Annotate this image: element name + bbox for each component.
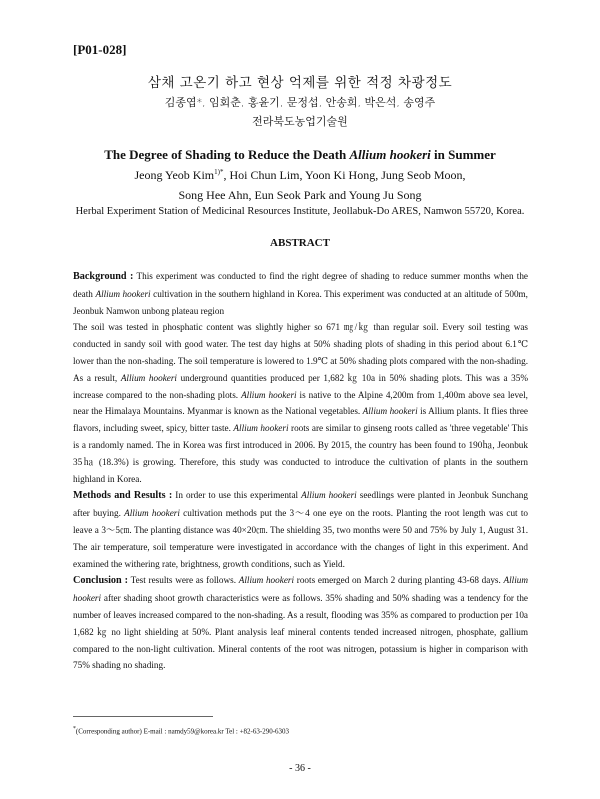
species-name: Allium hookeri — [362, 406, 418, 417]
english-title — [0, 147, 600, 163]
methods-text: seedlings were planted in Jeonbuk Sunchang after buying. — [73, 490, 528, 519]
conclusion-text: Test results were as follows. — [128, 575, 239, 586]
first-author: Jeong Yeob Kim — [134, 168, 215, 182]
species-name: Allium hookeri — [73, 575, 529, 604]
methods-label: Methods and Results : — [73, 490, 173, 502]
background-paragraph-2 — [73, 319, 528, 487]
english-title-prefix: The Degree of Shading to Reduce the Death — [104, 147, 350, 162]
korean-title: 삼채 고온기 하고 현상 억제를 위한 적정 차광정도 — [147, 75, 453, 91]
footnote-divider — [73, 716, 213, 717]
background-text: is native to the Alpine 4,200m from 1,400m above sea level, near the Himalaya Mountains. Myanmar is known as the National vegetables. — [73, 389, 528, 417]
species-name: Allium hookeri — [233, 423, 289, 434]
background-text: The soil was tested in phosphatic content was slightly higher so 671 ㎎/㎏ than regular soil. Every soil testing was conducted in sandy soil with good water. The test day highs at 50% shading plots of shading in this period about 6.1℃ lower than the non-shading. The soil temperature is lowered to 1.9℃ at 50% shading plots compared with the non-shading. As a result, — [73, 322, 528, 383]
english-institution: Herbal Experiment Station of Medicinal Resources Institute, Jeollabuk-Do ARES, Namwon 55720, Korea. — [75, 206, 525, 217]
background-text: This experiment was conducted to find the right degree of shading to reduce summer months when the death — [73, 271, 528, 299]
paper-code: [P01-028] — [73, 42, 127, 57]
first-author-marker: 1)* — [214, 168, 224, 176]
species-name: Allium hookeri — [301, 490, 357, 501]
authors-line1-rest: , Hoi Chun Lim, Yoon Ki Hong, Jung Seob Moon, — [223, 168, 466, 182]
species-name: Allium hookeri — [124, 508, 180, 519]
english-authors-line1 — [0, 168, 600, 183]
methods-text: cultivation methods put the 3～4 one eye on the roots. Planting the root length was cut to leave a 3～5㎝. The planting distance was 40×20㎝. The shielding 35, two months were 50 and 75% by July 1, August 31. The air temperature, soil temperature were investigated in accordance with the changes of light in this experiment. And examined the withering rate, brightness, growth conditions, such as Yield. — [73, 508, 528, 569]
background-label: Background : — [73, 271, 134, 282]
english-title-suffix: in Summer — [430, 147, 496, 162]
footnote-marker: * — [73, 726, 76, 732]
methods-paragraph — [73, 487, 528, 572]
english-authors-line2: Song Hee Ahn, Eun Seok Park and Young Ju Song — [178, 188, 422, 202]
footnote-text: (Corresponding author) E-mail : namdy59@korea.kr Tel : +82-63-290-6303 — [75, 727, 290, 736]
methods-text: In order to use this experimental — [172, 490, 302, 501]
abstract-heading: ABSTRACT — [270, 237, 330, 249]
background-text: cultivation in the southern highland in Korea. This experiment was conducted at an altitude of 500m, Jeonbuk Namwon unbong plateau region — [73, 288, 528, 316]
species-name: Allium hookeri — [238, 575, 295, 586]
conclusion-label: Conclusion : — [73, 575, 129, 587]
species-name: Allium hookeri — [120, 372, 177, 383]
korean-institution: 전라북도농업기술원 — [252, 115, 348, 128]
background-text: roots are similar to ginseng roots called as 'three vegetable' This is a randomly named. The in Korea was first introduced in 2006. By 2015, the country has been found to 190㏊, Jeonbuk 35㏊ (18.3%) is growing. Therefore, this study was conducted to introduce the cultivation of plants in the southern highland in Korea. — [73, 423, 528, 484]
background-text: underground quantities produced per 1,682 ㎏ 10a in 50% shading plots. This was a 35% increase compared to the non-shading plots. — [73, 372, 528, 400]
english-title-species: Allium hookeri — [349, 147, 431, 162]
abstract-body — [73, 268, 528, 674]
species-name: Allium hookeri — [241, 389, 297, 400]
korean-authors: 김종엽*, 임회춘, 홍윤기, 문정섭, 안송희, 박은석, 송영주 — [164, 96, 436, 109]
background-text: is Allium plants. It flies three flavors, including sweet, spicy, bitter taste. — [73, 406, 528, 434]
conclusion-text: after shading shoot growth characteristics were as follows. 35% shading and 50% shading was a tendency for the number of leaves increased compared to the non-shading. As a result, flooding was 35% as compared to production per 10a 1,682 ㎏ no light shielding at 50%. Plant analysis leaf mineral contents tended increased nitrogen, phosphate, gallium compared to the non-light cultivation. Mineral contents of the root was nitrogen, potassium is higher in comparison with 75% shading no shading. — [73, 593, 528, 671]
background-paragraph — [73, 268, 528, 319]
conclusion-paragraph — [73, 572, 528, 674]
page-number: - 36 - — [289, 763, 311, 774]
footnote — [73, 726, 289, 735]
conclusion-text: roots emerged on March 2 during planting 43-68 days. — [294, 575, 504, 586]
species-name: Allium hookeri — [95, 288, 151, 299]
